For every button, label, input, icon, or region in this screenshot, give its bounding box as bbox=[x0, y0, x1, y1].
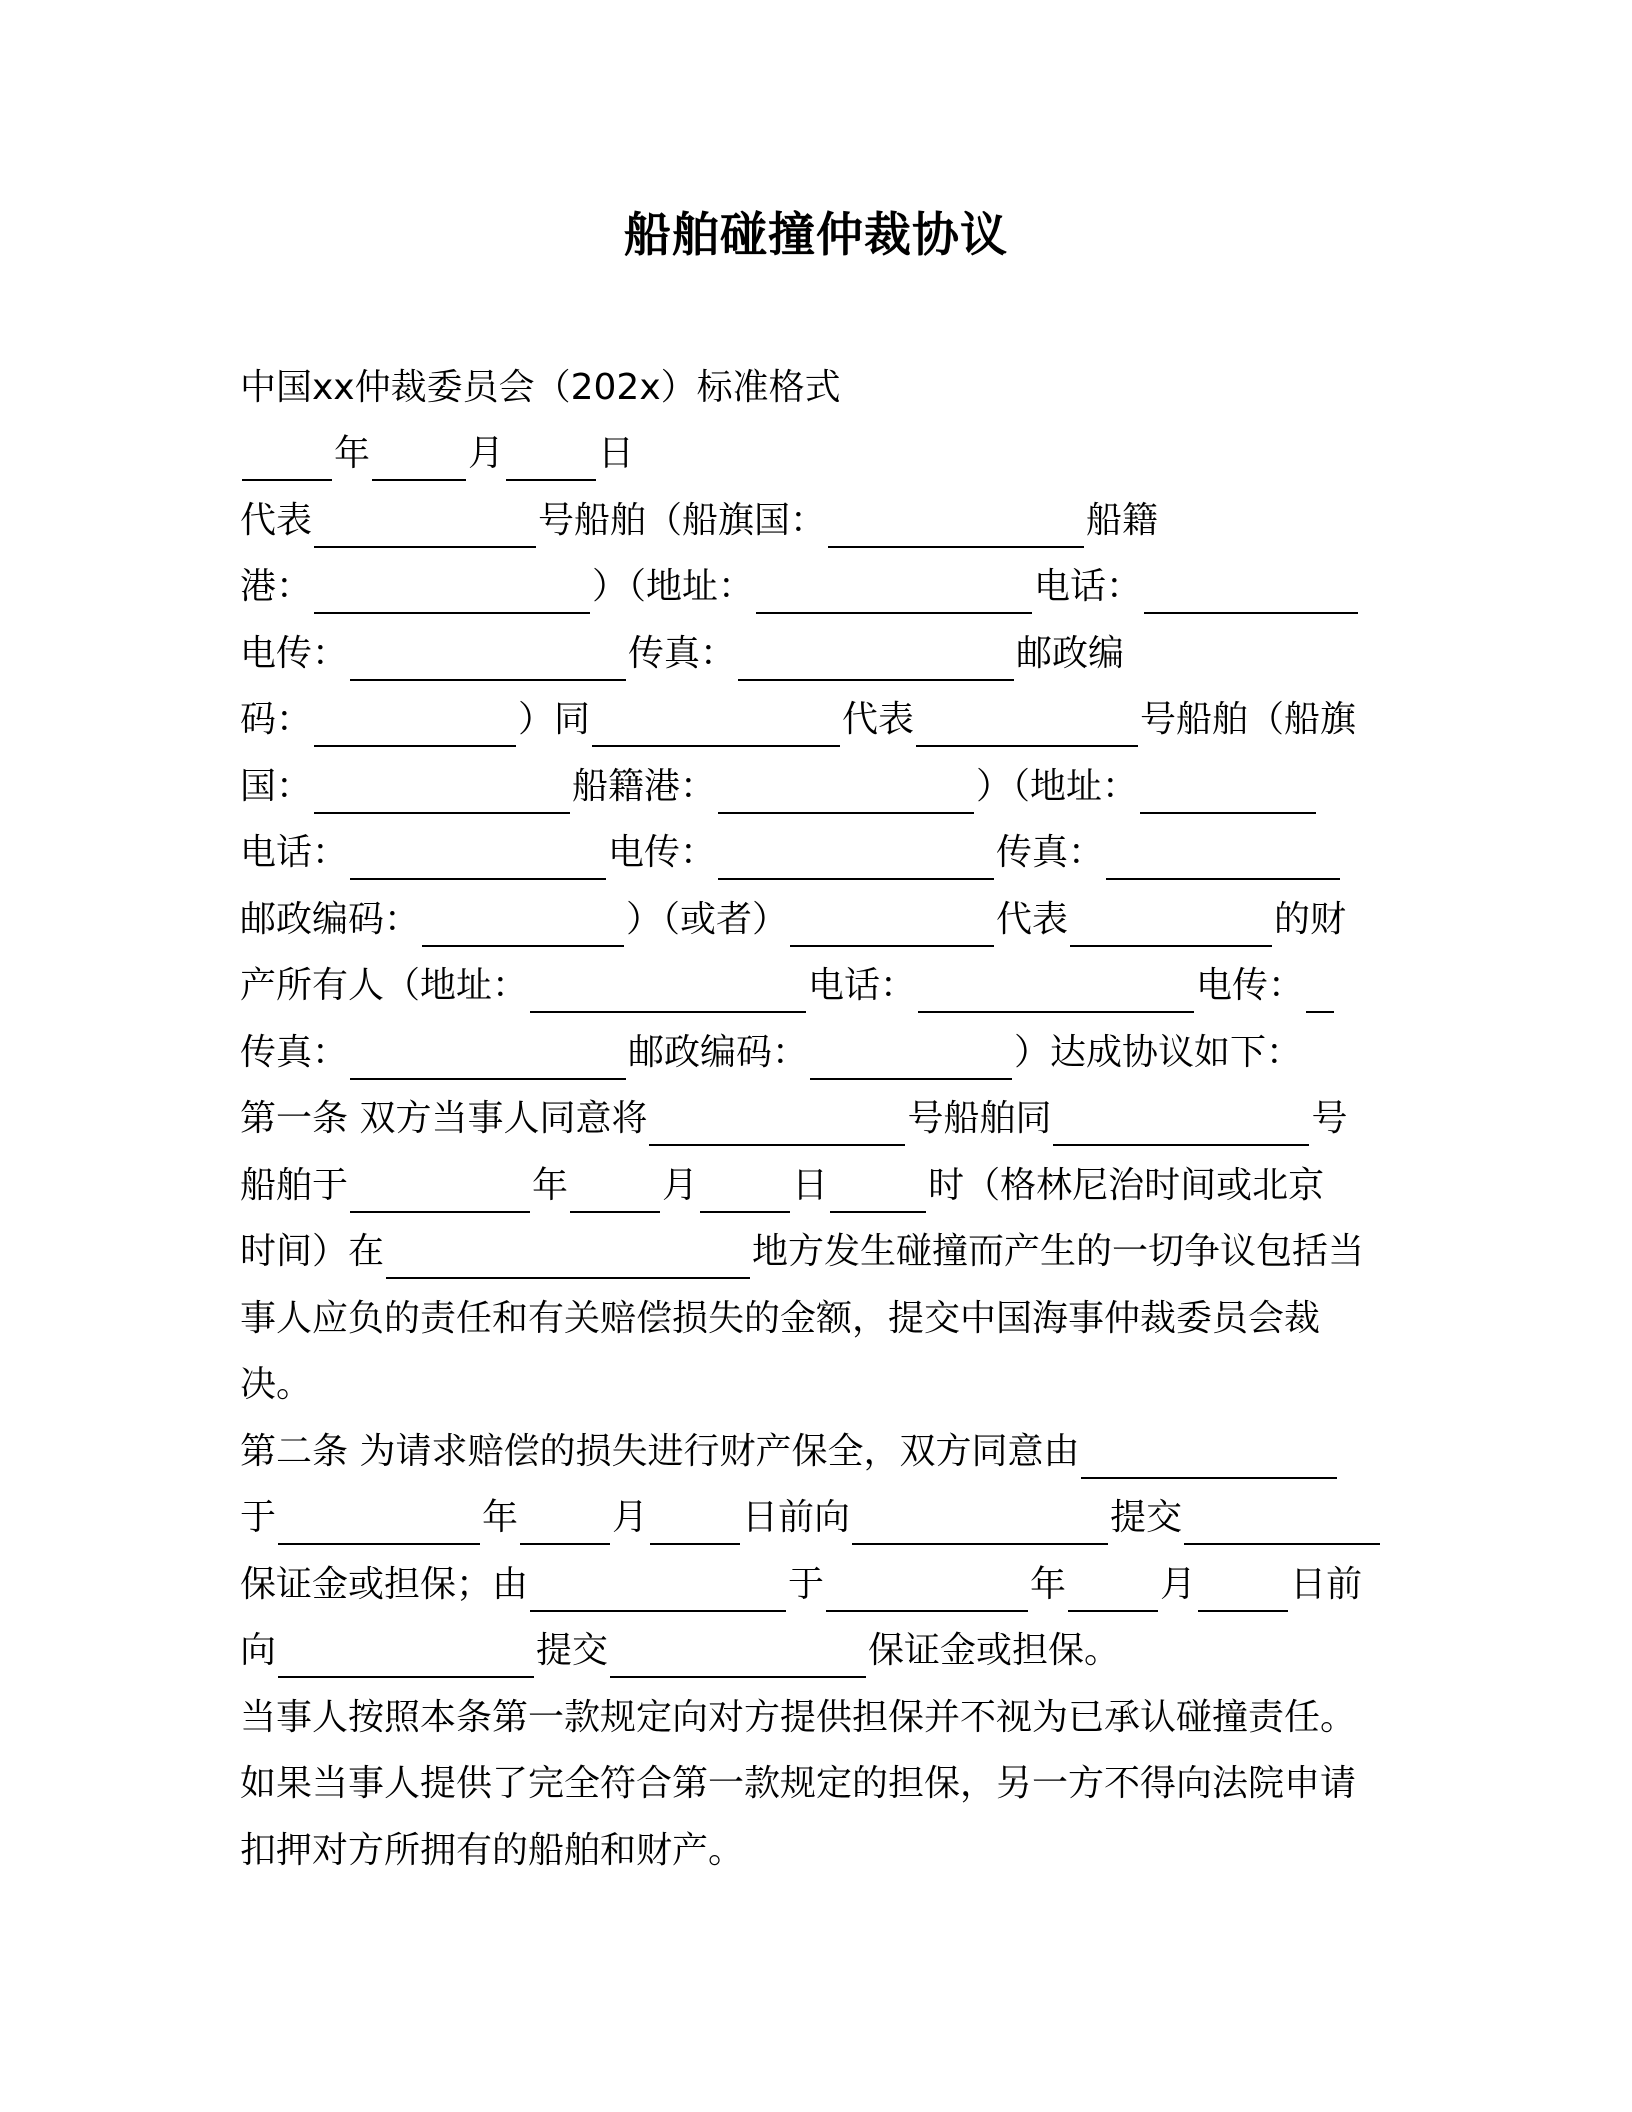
line-text: 产所有人（地址： bbox=[240, 965, 529, 1006]
fill-in-blank bbox=[1306, 957, 1334, 1013]
line-text: ）（地址： bbox=[592, 566, 755, 607]
fill-in-blank bbox=[1106, 824, 1340, 880]
fill-in-blank bbox=[350, 625, 626, 681]
document-line bbox=[240, 348, 1390, 415]
line-text: 码： bbox=[240, 699, 313, 740]
line-text: 日 bbox=[598, 433, 635, 474]
fill-in-blank bbox=[718, 824, 994, 880]
fill-in-blank bbox=[242, 425, 332, 481]
fill-in-blank bbox=[350, 1024, 626, 1080]
fill-in-blank bbox=[278, 1489, 480, 1545]
line-text: 提交 bbox=[536, 1630, 609, 1671]
line-text: 月 bbox=[662, 1164, 699, 1206]
line-text: 船籍 bbox=[1086, 499, 1159, 541]
line-text: ）（或者） bbox=[626, 898, 789, 940]
document-line bbox=[240, 1612, 1390, 1679]
fill-in-blank bbox=[649, 1090, 905, 1146]
line-text: 港： bbox=[240, 566, 313, 607]
document-line bbox=[240, 1811, 1390, 1878]
fill-in-blank bbox=[386, 1223, 750, 1279]
line-text: 日前 bbox=[1290, 1563, 1363, 1605]
fill-in-blank bbox=[350, 1157, 530, 1213]
fill-in-blank bbox=[422, 891, 624, 947]
fill-in-blank bbox=[830, 1157, 926, 1213]
fill-in-blank bbox=[756, 558, 1032, 614]
document-line bbox=[240, 681, 1390, 748]
fill-in-blank bbox=[372, 425, 466, 481]
fill-in-blank bbox=[852, 1489, 1108, 1545]
fill-in-blank bbox=[700, 1157, 790, 1213]
line-text: 月 bbox=[1160, 1563, 1197, 1605]
line-text: 第二条 为请求赔偿的损失进行财产保全，双方同意由 bbox=[240, 1430, 1080, 1472]
document-title: 船舶碰撞仲裁协议 bbox=[624, 208, 1008, 263]
fill-in-blank bbox=[790, 891, 994, 947]
line-text: 年 bbox=[1030, 1563, 1067, 1605]
document-line bbox=[240, 1346, 1390, 1413]
line-text: 传真： bbox=[240, 1031, 349, 1073]
line-text: 号 bbox=[1311, 1098, 1348, 1139]
fill-in-blank bbox=[718, 758, 974, 814]
line-text: 电话： bbox=[240, 832, 349, 873]
document-line bbox=[240, 947, 1390, 1014]
document-line bbox=[240, 415, 1390, 482]
fill-in-blank bbox=[1070, 891, 1272, 947]
document-line bbox=[240, 481, 1390, 548]
line-text: 的财 bbox=[1274, 898, 1347, 940]
fill-in-blank bbox=[918, 957, 1194, 1013]
line-text: 日前向 bbox=[742, 1497, 851, 1538]
line-text: 向 bbox=[240, 1630, 277, 1671]
line-text: 船舶于 bbox=[240, 1164, 349, 1206]
line-text: 中国xx仲裁委员会（202x）标准格式 bbox=[240, 366, 841, 408]
fill-in-blank bbox=[530, 1556, 786, 1612]
fill-in-blank bbox=[314, 558, 590, 614]
fill-in-blank bbox=[1081, 1423, 1337, 1479]
line-text: 传真： bbox=[628, 632, 737, 674]
fill-in-blank bbox=[350, 824, 606, 880]
document-line bbox=[240, 814, 1390, 881]
fill-in-blank bbox=[1144, 558, 1358, 614]
fill-in-blank bbox=[520, 1489, 610, 1545]
fill-in-blank bbox=[1184, 1489, 1380, 1545]
line-text: 代表 bbox=[240, 499, 313, 541]
document-line bbox=[240, 1412, 1390, 1479]
line-text: 代表 bbox=[842, 699, 915, 740]
fill-in-blank bbox=[1198, 1556, 1288, 1612]
line-text: 于 bbox=[240, 1497, 277, 1538]
fill-in-blank bbox=[610, 1622, 866, 1678]
line-text: 保证金或担保；由 bbox=[240, 1563, 529, 1605]
document-line bbox=[240, 880, 1390, 947]
line-text: 号船舶（船旗国： bbox=[538, 499, 827, 541]
fill-in-blank bbox=[1053, 1090, 1309, 1146]
fill-in-blank bbox=[826, 1556, 1028, 1612]
fill-in-blank bbox=[314, 758, 570, 814]
line-text: 时间）在 bbox=[240, 1231, 385, 1272]
document-line bbox=[240, 747, 1390, 814]
document-line bbox=[240, 548, 1390, 615]
line-text: 传真： bbox=[996, 832, 1105, 873]
line-text: 邮政编码： bbox=[628, 1031, 809, 1073]
line-text: 号船舶（船旗 bbox=[1140, 699, 1357, 740]
line-text: 号船舶同 bbox=[907, 1098, 1052, 1139]
document-line bbox=[240, 1013, 1390, 1080]
line-text: 年 bbox=[532, 1164, 569, 1206]
line-text: 事人应负的责任和有关赔偿损失的金额，提交中国海事仲裁委员会裁 bbox=[240, 1297, 1321, 1339]
line-text: 第一条 双方当事人同意将 bbox=[240, 1098, 648, 1139]
fill-in-blank bbox=[506, 425, 596, 481]
line-text: 时（格林尼治时间或北京 bbox=[928, 1164, 1325, 1206]
fill-in-blank bbox=[1140, 758, 1316, 814]
fill-in-blank bbox=[570, 1157, 660, 1213]
line-text: 电传： bbox=[240, 632, 349, 674]
line-text: 决。 bbox=[240, 1364, 313, 1405]
fill-in-blank bbox=[828, 492, 1084, 548]
line-text: 当事人按照本条第一款规定向对方提供担保并不视为已承认碰撞责任。 bbox=[240, 1696, 1357, 1738]
line-text: 电传： bbox=[608, 832, 717, 873]
document-line bbox=[240, 1745, 1390, 1812]
fill-in-blank bbox=[530, 957, 806, 1013]
fill-in-blank bbox=[738, 625, 1014, 681]
document-line bbox=[240, 1545, 1390, 1612]
document-line bbox=[240, 1279, 1390, 1346]
line-text: 于 bbox=[788, 1563, 825, 1605]
line-text: 电传： bbox=[1196, 965, 1305, 1006]
line-text: 地方发生碰撞而产生的一切争议包括当 bbox=[752, 1231, 1365, 1272]
line-text: 提交 bbox=[1110, 1497, 1183, 1538]
line-text: 代表 bbox=[996, 898, 1069, 940]
line-text: 电话： bbox=[1034, 566, 1143, 607]
line-text: 邮政编 bbox=[1016, 632, 1125, 674]
line-text: 年 bbox=[482, 1497, 519, 1538]
document-line bbox=[240, 1146, 1390, 1213]
fill-in-blank bbox=[650, 1489, 740, 1545]
document-line bbox=[240, 1213, 1390, 1280]
line-text: 船籍港： bbox=[572, 765, 717, 807]
line-text: 如果当事人提供了完全符合第一款规定的担保，另一方不得向法院申请 bbox=[240, 1763, 1357, 1804]
line-text: 月 bbox=[468, 433, 505, 474]
fill-in-blank bbox=[1068, 1556, 1158, 1612]
line-text: 邮政编码： bbox=[240, 898, 421, 940]
document-line bbox=[240, 614, 1390, 681]
fill-in-blank bbox=[314, 691, 516, 747]
line-text: ）同 bbox=[518, 699, 591, 740]
line-text: 电话： bbox=[808, 965, 917, 1006]
fill-in-blank bbox=[592, 691, 840, 747]
line-text: ）达成协议如下： bbox=[1014, 1031, 1303, 1073]
line-text: 月 bbox=[612, 1497, 649, 1538]
fill-in-blank bbox=[916, 691, 1138, 747]
fill-in-blank bbox=[810, 1024, 1012, 1080]
line-text: ）（地址： bbox=[976, 765, 1139, 807]
document-line bbox=[240, 1080, 1390, 1147]
fill-in-blank bbox=[278, 1622, 534, 1678]
document-line bbox=[240, 1479, 1390, 1546]
line-text: 日 bbox=[792, 1164, 829, 1206]
document-line bbox=[240, 1678, 1390, 1745]
line-text: 扣押对方所拥有的船舶和财产。 bbox=[240, 1829, 745, 1871]
fill-in-blank bbox=[314, 492, 536, 548]
document-body bbox=[240, 348, 1390, 1878]
line-text: 国： bbox=[240, 765, 313, 807]
line-text: 年 bbox=[334, 433, 371, 474]
line-text: 保证金或担保。 bbox=[868, 1630, 1121, 1671]
